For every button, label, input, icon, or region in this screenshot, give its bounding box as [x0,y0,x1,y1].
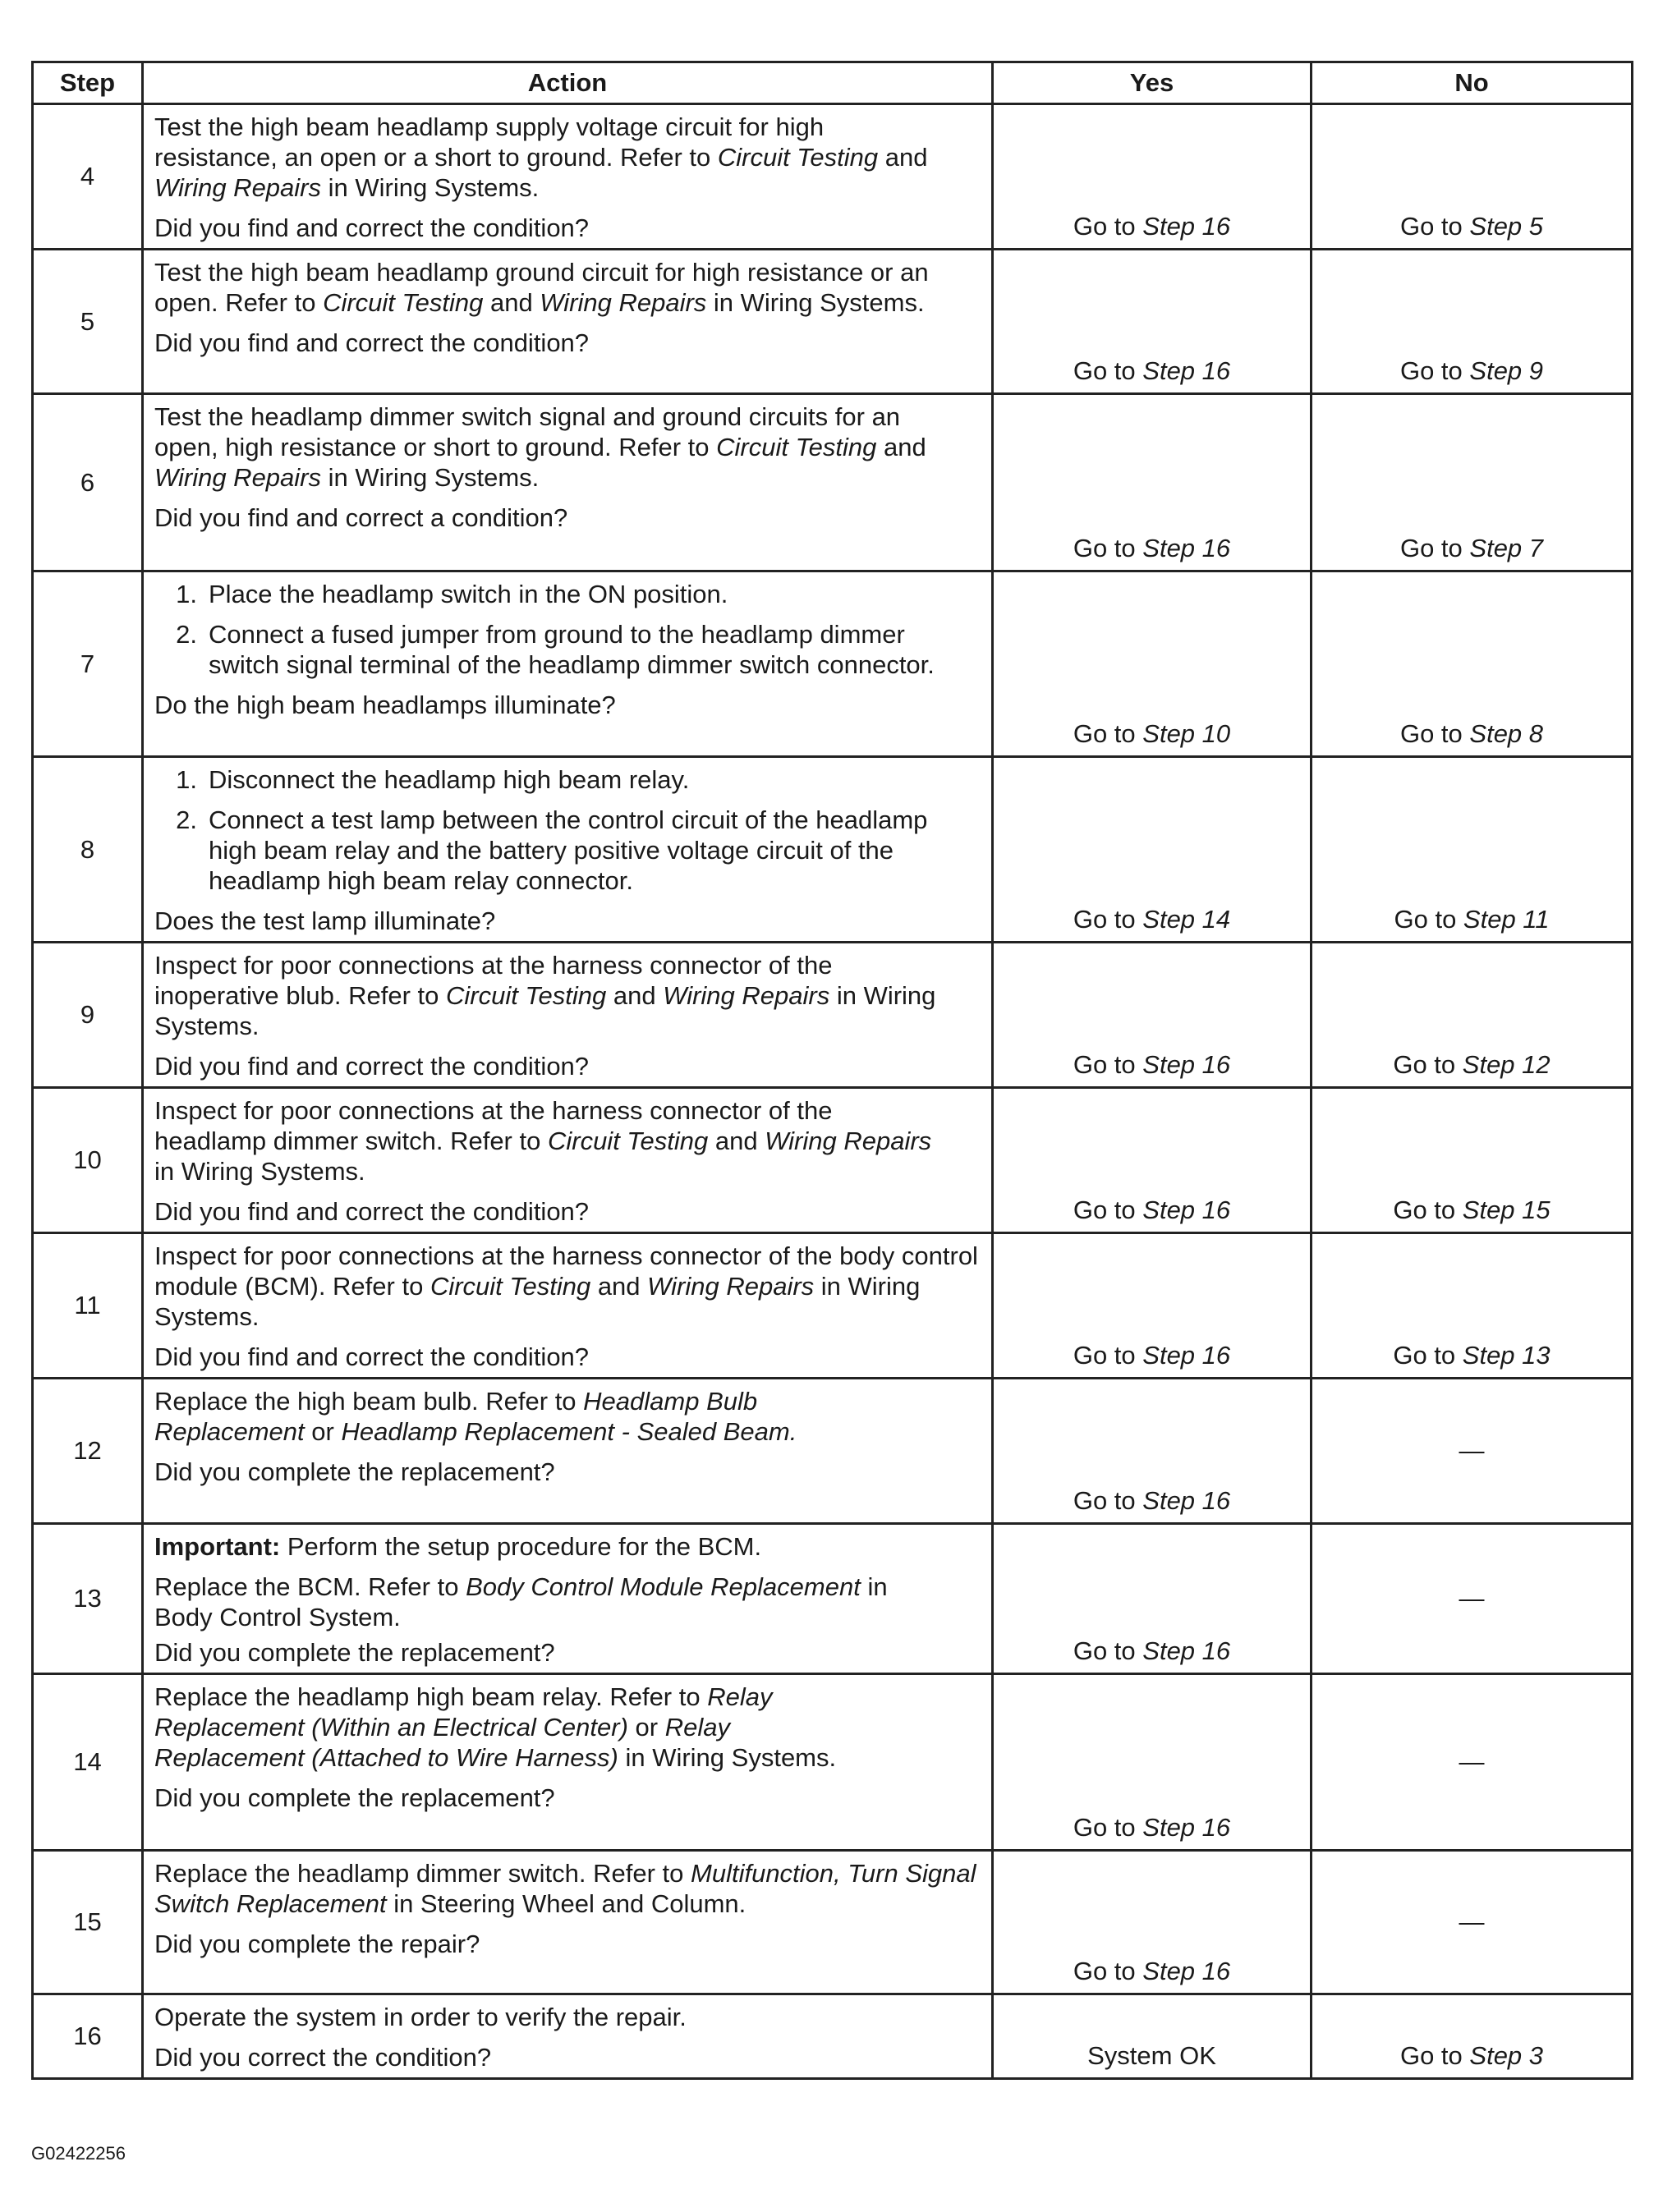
step-number: 13 [33,1524,143,1674]
table-row [33,1994,1633,2079]
table-row [33,1233,1633,1379]
no-cell [1312,1379,1633,1524]
list-item: 2. Connect a test lamp between the control circuit of the headlamp high beam relay and the battery positive voltage circuit of the headlamp high beam relay connector. [176,805,928,895]
step-number: 16 [33,1994,143,2079]
system-ok-text: System OK [1087,2041,1216,2070]
list-item: 1. Place the headlamp switch in the ON position. [176,580,728,608]
action-cell [143,1379,993,1524]
table-row [33,250,1633,394]
action-cell [143,250,993,394]
question-text: Did you complete the replacement? [154,1783,555,1812]
action-text: Inspect for poor connections at the harness connector of the inoperative blub. Refer to Circuit Testing and Wiring Repairs in Wiring Systems. [154,951,936,1040]
yes-cell: Go to Step 16 [993,250,1312,394]
table-row [33,571,1633,757]
list-item: 1. Disconnect the headlamp high beam relay. [176,765,690,794]
action-cell [143,1994,993,2079]
header-action: Action [143,62,993,104]
yes-step-link[interactable]: Step 16 [1142,1050,1231,1079]
table-row [33,943,1633,1088]
action-steps-list [154,579,943,680]
table-row [33,1674,1633,1851]
action-steps-list [154,764,943,896]
action-text: Replace the headlamp high beam relay. Refer to Relay Replacement (Within an Electrical Center) or Relay Replacement (Attached to Wire Harness) in Wiring Systems. [154,1682,837,1772]
yes-cell: Go to Step 10 [993,571,1312,757]
step-number: 12 [33,1379,143,1524]
header-row [33,62,1633,104]
yes-step-link[interactable]: Step 16 [1142,1957,1231,1985]
action-text: Replace the high beam bulb. Refer to Headlamp Bulb Replacement or Headlamp Replacement - Sealed Beam. [154,1387,797,1446]
no-cell: Go to Step 13 [1312,1233,1633,1379]
yes-step-link[interactable]: Step 16 [1142,356,1231,385]
yes-cell [993,1994,1312,2079]
no-dash: — [1459,1584,1485,1613]
no-step-link[interactable]: Step 9 [1469,356,1544,385]
action-cell [143,757,993,943]
yes-step-link[interactable]: Step 16 [1142,1813,1231,1842]
action-text: Operate the system in order to verify the repair. [154,2003,687,2031]
header-yes: Yes [993,62,1312,104]
question-text: Did you find and correct the condition? [154,213,590,242]
action-text: Inspect for poor connections at the harness connector of the body control module (BCM). Refer to Circuit Testing and Wiring Repairs in Wiring Systems. [154,1241,978,1331]
step-number: 8 [33,757,143,943]
no-dash: — [1459,1747,1485,1776]
table-row [33,757,1633,943]
action-text: Test the headlamp dimmer switch signal and ground circuits for an open, high resistance or short to ground. Refer to Circuit Testing and Wiring Repairs in Wiring Systems. [154,402,926,492]
no-cell: Go to Step 3 [1312,1994,1633,2079]
yes-cell: Go to Step 16 [993,1851,1312,1994]
yes-step-link[interactable]: Step 16 [1142,212,1231,241]
action-cell [143,571,993,757]
action-cell [143,943,993,1088]
no-cell: Go to Step 5 [1312,104,1633,250]
yes-step-link[interactable]: Step 16 [1142,1636,1231,1665]
action-cell [143,1524,993,1674]
action-cell [143,1674,993,1851]
table-row [33,394,1633,571]
step-number: 14 [33,1674,143,1851]
step-number: 15 [33,1851,143,1994]
figure-code: G02422256 [31,2143,126,2164]
no-step-link[interactable]: Step 11 [1463,905,1550,934]
action-text: Inspect for poor connections at the harness connector of the headlamp dimmer switch. Refer to Circuit Testing and Wiring Repairs in Wiring Systems. [154,1096,932,1186]
action-text: Replace the BCM. Refer to Body Control Module Replacement in Body Control System. [154,1572,888,1631]
no-cell: Go to Step 8 [1312,571,1633,757]
question-text: Did you find and correct a condition? [154,503,568,532]
no-step-link[interactable]: Step 3 [1469,2041,1544,2070]
yes-step-link[interactable]: Step 16 [1142,1341,1231,1370]
no-step-link[interactable]: Step 13 [1462,1341,1550,1370]
action-cell [143,394,993,571]
important-note: Important: Perform the setup procedure for the BCM. [154,1532,762,1561]
question-text: Did you complete the replacement? [154,1638,555,1667]
yes-cell: Go to Step 16 [993,394,1312,571]
header-step: Step [33,62,143,104]
yes-cell: Go to Step 16 [993,943,1312,1088]
no-cell [1312,1524,1633,1674]
yes-cell: Go to Step 16 [993,104,1312,250]
table-row [33,104,1633,250]
yes-cell: Go to Step 16 [993,1233,1312,1379]
no-cell: Go to Step 7 [1312,394,1633,571]
step-number: 4 [33,104,143,250]
yes-step-link[interactable]: Step 16 [1142,1486,1231,1515]
no-dash: — [1459,1436,1485,1465]
step-number: 6 [33,394,143,571]
question-text: Did you find and correct the condition? [154,1052,590,1081]
step-number: 9 [33,943,143,1088]
yes-cell: Go to Step 16 [993,1524,1312,1674]
yes-cell: Go to Step 16 [993,1674,1312,1851]
yes-cell: Go to Step 16 [993,1379,1312,1524]
list-item: 2. Connect a fused jumper from ground to the headlamp dimmer switch signal terminal of the headlamp dimmer switch connector. [176,620,935,679]
yes-step-link[interactable]: Step 16 [1142,534,1231,562]
yes-step-link[interactable]: Step 14 [1142,905,1231,934]
question-text: Did you correct the condition? [154,2043,492,2072]
no-step-link[interactable]: Step 12 [1462,1050,1550,1079]
header-no: No [1312,62,1633,104]
question-text: Does the test lamp illuminate? [154,906,496,935]
question-text: Do the high beam headlamps illuminate? [154,691,616,719]
no-cell: Go to Step 11 [1312,757,1633,943]
no-step-link[interactable]: Step 15 [1462,1195,1550,1224]
no-step-link[interactable]: Step 7 [1469,534,1544,562]
no-cell: Go to Step 12 [1312,943,1633,1088]
no-cell: Go to Step 15 [1312,1088,1633,1233]
step-number: 7 [33,571,143,757]
table-row [33,1088,1633,1233]
diagnostic-table [31,61,1633,2080]
action-text: Replace the headlamp dimmer switch. Refer to Multifunction, Turn Signal Switch Replacement in Steering Wheel and Column. [154,1859,976,1918]
yes-cell: Go to Step 14 [993,757,1312,943]
step-number: 5 [33,250,143,394]
table-row [33,1379,1633,1524]
yes-step-link[interactable]: Step 16 [1142,1195,1231,1224]
action-cell [143,1233,993,1379]
action-cell [143,104,993,250]
action-cell [143,1088,993,1233]
question-text: Did you complete the replacement? [154,1457,555,1486]
no-cell [1312,1674,1633,1851]
question-text: Did you complete the repair? [154,1930,480,1958]
question-text: Did you find and correct the condition? [154,1342,590,1371]
step-number: 11 [33,1233,143,1379]
no-cell: Go to Step 9 [1312,250,1633,394]
no-step-link[interactable]: Step 5 [1469,212,1544,241]
table-row [33,1851,1633,1994]
action-text: Test the high beam headlamp ground circuit for high resistance or an open. Refer to Circuit Testing and Wiring Repairs in Wiring Systems. [154,258,929,317]
step-number: 10 [33,1088,143,1233]
no-dash: — [1459,1907,1485,1936]
no-step-link[interactable]: Step 8 [1469,719,1544,748]
action-text: Test the high beam headlamp supply voltage circuit for high resistance, an open or a short to ground. Refer to Circuit Testing and Wiring Repairs in Wiring Systems. [154,112,928,202]
yes-step-link[interactable]: Step 10 [1142,719,1231,748]
question-text: Did you find and correct the condition? [154,1197,590,1226]
yes-cell: Go to Step 16 [993,1088,1312,1233]
no-cell [1312,1851,1633,1994]
question-text: Did you find and correct the condition? [154,328,590,357]
table-row [33,1524,1633,1674]
action-cell [143,1851,993,1994]
